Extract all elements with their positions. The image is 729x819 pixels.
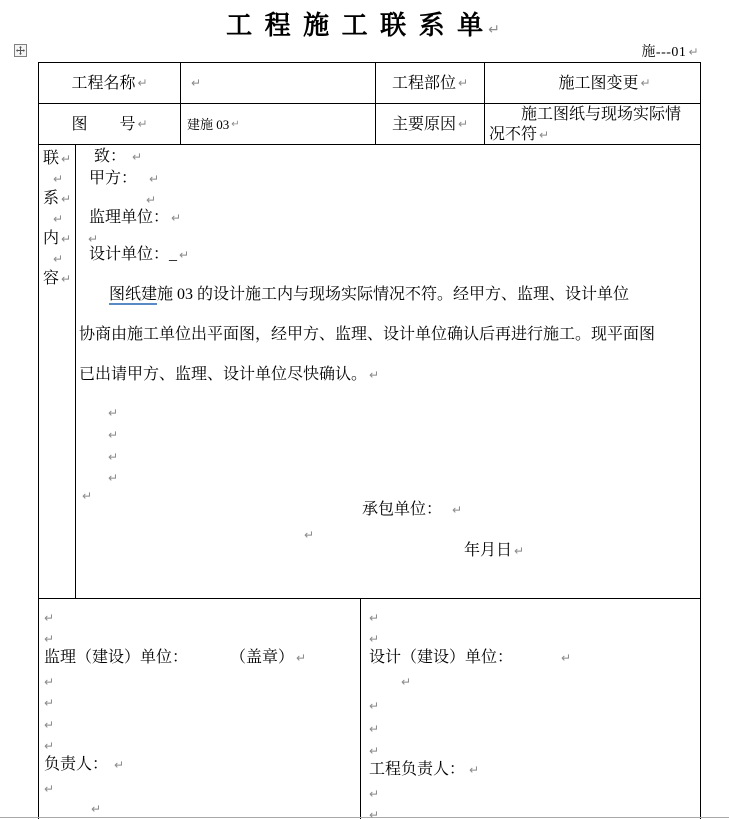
- paragraph-mark: ↵: [191, 75, 202, 90]
- paragraph-mark-line: [44, 629, 54, 649]
- drawing-no-label: 图 号: [71, 115, 136, 133]
- paragraph-mark-line: [44, 715, 54, 735]
- paragraph-mark-line: [369, 696, 379, 716]
- paragraph-mark: ↵: [44, 632, 55, 646]
- paragraph-mark: ↵: [469, 763, 480, 777]
- paragraph-mark-line: [369, 741, 379, 761]
- body-line-3: [79, 355, 699, 395]
- doc-number-text: 施---01: [641, 45, 687, 60]
- body-paragraph: [79, 275, 699, 395]
- main-reason-value-cell: [485, 104, 700, 144]
- drawing-no-value: 建施 03: [187, 116, 230, 132]
- doc-number: [641, 41, 699, 61]
- body-line-3-text: 已出请甲方、监理、设计单位尽快确认。: [79, 366, 368, 383]
- paragraph-mark: ↵: [369, 722, 380, 736]
- to-line: 致： ↵: [94, 148, 143, 165]
- page-title: [0, 5, 729, 42]
- paragraph-mark: ↵: [304, 528, 315, 542]
- grammar-underlined-text: 图纸建: [109, 286, 158, 303]
- paragraph-mark: ↵: [44, 718, 55, 732]
- table-border-right: [700, 62, 701, 819]
- paragraph-mark: ↵: [108, 406, 119, 420]
- paragraph-mark: ↵: [369, 808, 380, 819]
- side-char-1: 联 ↵: [42, 150, 72, 167]
- paragraph-mark: ↵: [369, 787, 380, 801]
- body-line-2: [79, 315, 699, 355]
- paragraph-mark-line: [44, 693, 54, 713]
- body-line-1: [79, 275, 699, 315]
- paragraph-mark: ↵: [60, 152, 72, 166]
- side-char-4: 容 ↵: [42, 270, 72, 287]
- paragraph-mark: ↵: [44, 782, 55, 796]
- paragraph-mark: ↵: [369, 368, 380, 382]
- paragraph-mark: ↵: [108, 450, 119, 464]
- paragraph-mark: ↵: [132, 150, 143, 164]
- paragraph-mark: ↵: [149, 172, 160, 186]
- paragraph-mark-line: [39, 249, 75, 269]
- table-move-handle[interactable]: [14, 44, 27, 57]
- party-a-line: 甲方： ↵: [89, 170, 160, 187]
- side-char-2: 系 ↵: [42, 190, 72, 207]
- paragraph-mark: ↵: [44, 739, 55, 753]
- paragraph-mark: ↵: [108, 428, 119, 442]
- paragraph-mark: ↵: [488, 22, 503, 38]
- paragraph-mark: ↵: [44, 611, 55, 625]
- paragraph-mark: ↵: [369, 632, 380, 646]
- paragraph-mark: ↵: [146, 193, 157, 207]
- paragraph-mark-line: [146, 190, 156, 210]
- paragraph-mark: ↵: [171, 211, 182, 225]
- paragraph-mark: ↵: [108, 471, 119, 485]
- move-icon: [16, 46, 25, 55]
- paragraph-mark-line: [108, 425, 118, 445]
- body-line-1-text: 施 03 的设计施工内与现场实际情况不符。经甲方、监理、设计单位: [157, 286, 630, 303]
- designer-line: 设计单位：_ ↵: [89, 246, 190, 263]
- paragraph-mark-line: [44, 736, 54, 756]
- design-unit-cell: [361, 599, 700, 818]
- paragraph-mark: ↵: [296, 651, 307, 665]
- main-reason-label: 主要原因: [391, 115, 456, 133]
- paragraph-mark-line: [44, 779, 54, 799]
- page-title-text: 工 程 施 工 联 系 单: [226, 11, 487, 40]
- paragraph-mark: ↵: [60, 272, 72, 286]
- paragraph-mark-line: [108, 468, 118, 488]
- paragraph-mark: ↵: [231, 118, 240, 130]
- project-person-line: 工程负责人： ↵: [369, 761, 480, 778]
- paragraph-mark-line: [369, 784, 379, 804]
- body-line-2-text: 协商由施工单位出平面图，经甲方、监理、设计单位确认后再进行施工。现平面图: [79, 326, 656, 343]
- paragraph-mark: ↵: [457, 116, 469, 131]
- paragraph-mark: ↵: [52, 212, 64, 226]
- project-part-value: 施工图变更: [558, 74, 639, 92]
- project-name-label-cell: [39, 63, 180, 103]
- paragraph-mark: ↵: [452, 503, 463, 517]
- contact-content-cell: [76, 145, 700, 598]
- person-in-charge-line: 负责人： ↵: [44, 756, 125, 773]
- paragraph-mark-line: [108, 447, 118, 467]
- supervisor-line: 监理单位： ↵: [89, 209, 182, 226]
- paragraph-mark: ↵: [369, 699, 380, 713]
- paragraph-mark-line: [39, 209, 75, 229]
- paragraph-mark-line: [44, 672, 54, 692]
- paragraph-mark: ↵: [401, 675, 412, 689]
- paragraph-mark: ↵: [369, 744, 380, 758]
- project-name-value-cell: [181, 63, 375, 103]
- main-reason-value: 施工图纸与现场实际情况不符: [489, 106, 682, 143]
- paragraph-mark: ↵: [82, 489, 93, 503]
- contact-content-side-label: [39, 149, 75, 598]
- paragraph-mark: ↵: [114, 758, 125, 772]
- paragraph-mark-line: [369, 608, 379, 628]
- paragraph-mark-line: [108, 403, 118, 423]
- project-part-value-cell: [485, 63, 700, 103]
- paragraph-mark: ↵: [457, 75, 469, 90]
- paragraph-mark: ↵: [688, 45, 699, 59]
- paragraph-mark-line: [369, 805, 379, 819]
- paragraph-mark-line: [91, 799, 101, 819]
- design-unit-line: 设计（建设）单位： ↵: [369, 649, 572, 666]
- paragraph-mark: ↵: [514, 544, 525, 558]
- paragraph-mark: ↵: [369, 611, 380, 625]
- side-char-3: 内 ↵: [42, 230, 72, 247]
- drawing-no-value-cell: [181, 104, 375, 144]
- paragraph-mark: ↵: [137, 116, 148, 131]
- paragraph-mark: ↵: [52, 252, 64, 266]
- project-part-label-cell: [376, 63, 484, 103]
- contractor-line: 承包单位： ↵: [362, 501, 463, 518]
- drawing-no-label-cell: [39, 104, 180, 144]
- paragraph-mark: ↵: [88, 232, 99, 246]
- paragraph-mark-line: [401, 672, 411, 692]
- paragraph-mark: ↵: [640, 75, 651, 90]
- paragraph-mark-line: [369, 629, 379, 649]
- project-name-label: 工程名称: [71, 74, 136, 92]
- paragraph-mark: ↵: [137, 75, 148, 90]
- paragraph-mark: ↵: [60, 192, 72, 206]
- main-reason-label-cell: [376, 104, 484, 144]
- project-part-label: 工程部位: [391, 74, 456, 92]
- paragraph-mark-line: [39, 169, 75, 189]
- paragraph-mark-line: [369, 719, 379, 739]
- date-line: 年月日 ↵: [464, 542, 525, 559]
- paragraph-mark: ↵: [52, 172, 64, 186]
- paragraph-mark: ↵: [44, 696, 55, 710]
- seal-label: （盖章）: [238, 649, 295, 666]
- paragraph-mark: ↵: [179, 248, 190, 262]
- paragraph-mark-line: [82, 486, 92, 506]
- paragraph-mark-line: [44, 608, 54, 628]
- paragraph-mark: ↵: [91, 802, 102, 816]
- supervision-unit-line: 监理（建设）单位： （盖章） ↵: [44, 649, 307, 666]
- paragraph-mark: ↵: [44, 675, 55, 689]
- paragraph-mark-line: [304, 525, 314, 545]
- paragraph-mark: ↵: [60, 232, 72, 246]
- paragraph-mark: ↵: [539, 128, 550, 142]
- paragraph-mark: ↵: [561, 651, 572, 665]
- supervision-unit-cell: [39, 599, 360, 818]
